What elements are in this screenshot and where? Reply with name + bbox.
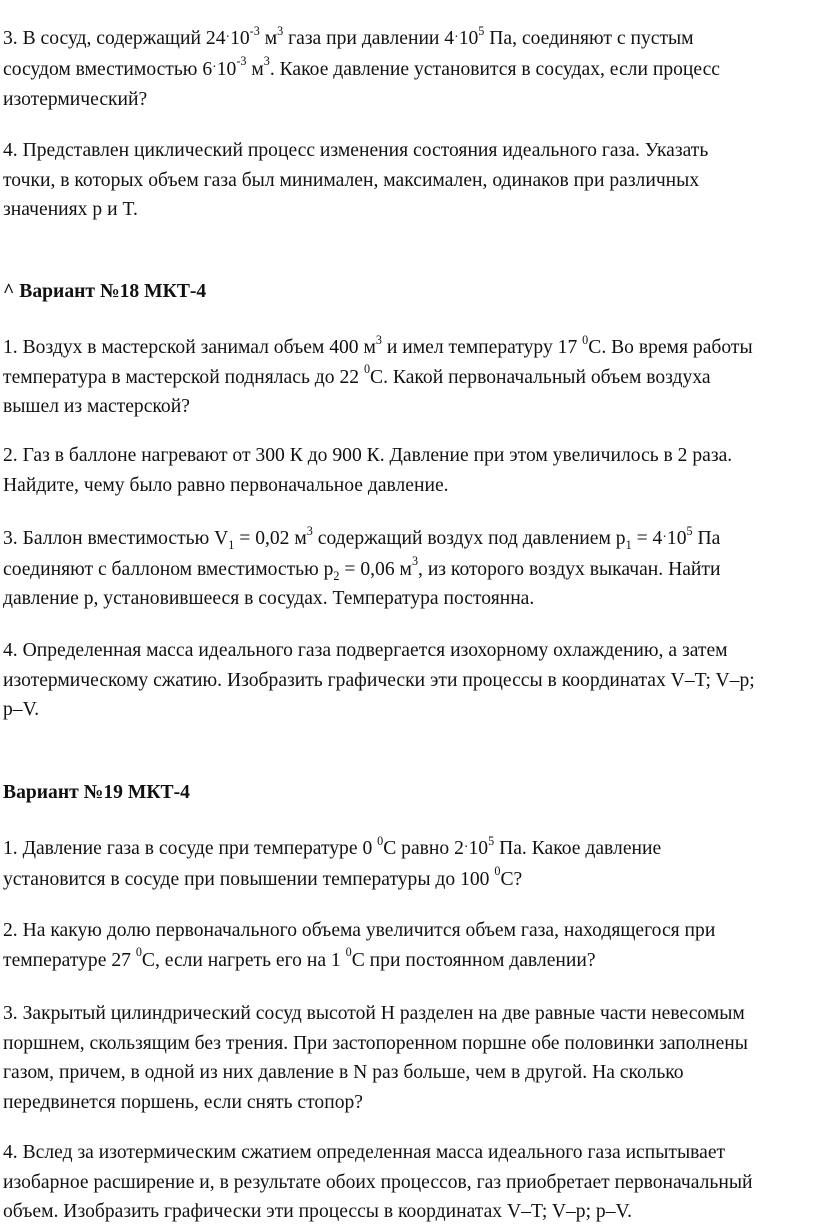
text: температура в мастерской поднялась до 22: [3, 366, 364, 388]
exponent: 3: [375, 332, 382, 347]
text: 10: [458, 28, 479, 49]
v18-problem-1-line-2: [3, 363, 809, 393]
degree: 0: [582, 332, 589, 347]
text: 3. В сосуд, содержащий 24: [3, 28, 226, 49]
v17-problem-4-line-3: значениях p и T.: [3, 199, 138, 221]
text: 10: [666, 528, 687, 549]
exponent: 3: [263, 54, 270, 69]
text: С равно 2: [383, 838, 464, 859]
v17-problem-4-line-1: 4. Представлен циклический процесс изменения состояния идеального газа. Указать: [3, 140, 709, 161]
text: м: [259, 28, 278, 49]
v18-problem-1-line-3: вышел из мастерской?: [3, 396, 190, 418]
v18-problem-4-line-3: p–V.: [3, 699, 40, 721]
v19-problem-3-line-4: передвинется поршень, если снять стопор?: [3, 1091, 364, 1113]
text: 10: [216, 58, 237, 80]
degree: 0: [363, 362, 371, 377]
mult-dot: ·: [662, 528, 667, 544]
exponent: 5: [686, 523, 693, 538]
text: установится в сосуде при повышении температуры до 100: [3, 868, 495, 890]
v18-problem-4-line-1: 4. Определенная масса идеального газа подвергается изохорному охлаждению, а затем: [3, 640, 728, 661]
text: 10: [468, 838, 489, 859]
v19-problem-2: [3, 916, 809, 975]
v18-problem-1-line-1: [3, 333, 809, 363]
v19-problem-1-line-2: [3, 865, 809, 895]
text: С?: [500, 868, 523, 890]
exponent: 5: [478, 23, 485, 38]
mult-dot: ·: [454, 28, 459, 44]
exponent: 3: [411, 554, 419, 569]
v17-problem-3-line-2: [3, 55, 809, 86]
exponent: 3: [277, 23, 284, 38]
v19-problem-2-line-2: [3, 946, 809, 976]
text: С, если нагреть его на 1: [141, 949, 346, 971]
degree: 0: [494, 864, 501, 879]
v17-problem-4-line-2: точки, в которых объем газа был минимален, максимален, одинаков при различных: [3, 169, 700, 191]
text: С. Во время работы: [588, 337, 753, 358]
v19-problem-3-line-3: газом, причем, в одной из них давление в N раз больше, чем в другой. На сколько: [3, 1062, 684, 1084]
v17-problem-4: [3, 136, 809, 225]
degree: 0: [135, 945, 142, 960]
variant-18-heading: ^ Вариант №18 МКТ-4: [3, 281, 207, 302]
v17-problem-3: [3, 24, 809, 115]
text: . Какое давление установится в сосудах, если процесс: [269, 58, 720, 80]
v19-problem-4-line-1: 4. Вслед за изотермическим сжатием определенная масса идеального газа испытывает: [3, 1142, 726, 1163]
v18-problem-2-line-2: Найдите, чему было равно первоначальное давление.: [3, 474, 449, 496]
text: температуре 27: [3, 949, 136, 971]
text: 1. Давление газа в сосуде при температуре 0: [3, 838, 378, 859]
v18-problem-3-line-1: [3, 524, 809, 555]
text: содержащий воздух под давлением p: [312, 528, 626, 549]
text: Па: [692, 528, 721, 549]
v18-problem-4: [3, 636, 809, 725]
subscript: 2: [333, 568, 340, 583]
v18-problem-3: [3, 524, 809, 614]
text: и имел температуру 17: [381, 337, 583, 358]
mult-dot: ·: [463, 838, 469, 854]
text: газа при давлении 4: [283, 28, 455, 49]
v18-problem-2-line-1: 2. Газ в баллоне нагревают от 300 К до 900 К. Давление при этом увеличилось в 2 раза.: [3, 445, 733, 466]
degree: 0: [377, 833, 384, 848]
text: = 4: [631, 528, 663, 549]
v19-problem-4: [3, 1138, 809, 1227]
text: м: [246, 58, 264, 80]
v19-problem-1: [3, 834, 809, 894]
exponent: 5: [488, 833, 495, 848]
v19-problem-3-line-1: 3. Закрытый цилиндрический сосуд высотой H разделен на две равные части невесомым: [3, 1003, 745, 1024]
v18-problem-3-line-2: [3, 555, 809, 585]
v19-problem-2-line-1: 2. На какую долю первоначального объема увеличится объем газа, находящегося при: [3, 920, 716, 941]
v18-problem-3-line-3: давление p, установившееся в сосудах. Температура постоянна.: [3, 588, 535, 610]
text: = 0,02 м: [234, 528, 307, 549]
variant-19-heading: Вариант №19 МКТ-4: [3, 782, 190, 803]
mult-dot: ·: [225, 28, 231, 44]
subscript: 1: [228, 537, 235, 552]
subscript: 1: [625, 537, 632, 552]
v19-problem-1-line-1: [3, 834, 809, 865]
v19-problem-3: [3, 999, 809, 1117]
text: Па. Какое давление: [494, 838, 662, 859]
text: С. Какой первоначальный объем воздуха: [370, 366, 711, 388]
text: Па, соединяют с пустым: [484, 28, 694, 49]
text: сосудом вместимостью 6: [3, 58, 213, 80]
text: 10: [230, 28, 250, 49]
text: соединяют с баллоном вместимостью p: [3, 558, 334, 580]
v19-problem-3-line-2: поршнем, скользящим без трения. При застопоренном поршне обе половинки заполнены: [3, 1032, 748, 1054]
exponent: 3: [306, 523, 313, 538]
text: 3. Баллон вместимостью V: [3, 528, 229, 549]
exponent: -3: [249, 23, 260, 38]
degree: 0: [345, 945, 352, 960]
mult-dot: ·: [212, 59, 217, 75]
v18-problem-1: [3, 333, 809, 422]
v17-problem-3-line-3: изотермический?: [3, 89, 148, 111]
v18-problem-4-line-2: изотермическому сжатию. Изобразить графически эти процессы в координатах V–T; V–p;: [3, 669, 755, 691]
v17-problem-3-line-1: [3, 24, 809, 55]
text: = 0,06 м: [339, 558, 412, 580]
v19-problem-4-line-2: изобарное расширение и, в результате обоих процессов, газ приобретает первоначальный: [3, 1171, 753, 1193]
text: 1. Воздух в мастерской занимал объем 400 м: [3, 337, 376, 358]
exponent: -3: [236, 54, 247, 69]
text: , из которого воздух выкачан. Найти: [418, 558, 721, 580]
text: С при постоянном давлении?: [351, 949, 596, 971]
v18-problem-2: [3, 441, 809, 500]
v19-problem-4-line-3: объем. Изобразить графически эти процессы в координатах V–T; V–p; p–V.: [3, 1201, 633, 1223]
